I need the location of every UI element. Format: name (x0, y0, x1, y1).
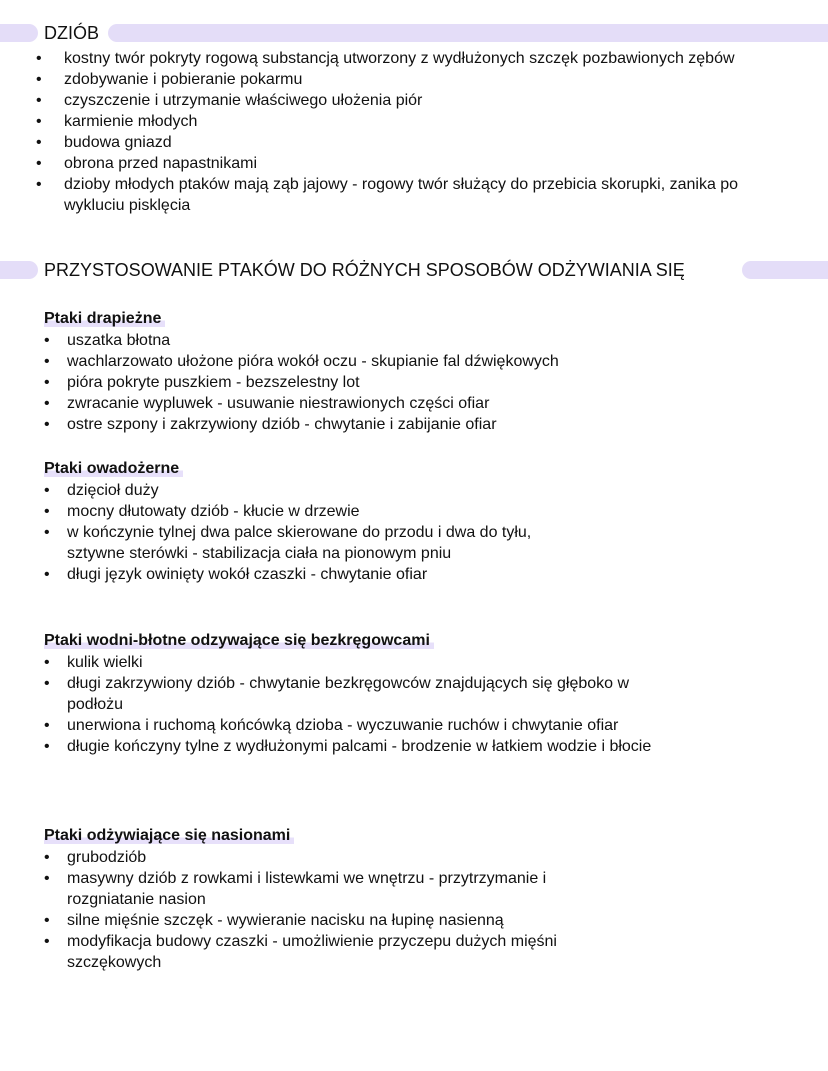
list-item: • zdobywanie i pobieranie pokarmu (36, 69, 776, 90)
beak-list (36, 48, 776, 216)
group-list (44, 330, 744, 435)
list-item: • długi zakrzywiony dziób - chwytanie bezkręgowców znajdujących się głęboko w podłożu (44, 673, 654, 715)
section-heading-beak: DZIÓB (44, 23, 100, 43)
list-item: • karmienie młodych (36, 111, 776, 132)
list-item: • kulik wielki (44, 652, 654, 673)
list-item: • mocny dłutowaty dziób - kłucie w drzewie (44, 501, 534, 522)
group-title: Ptaki wodni-błotne odzywające się bezkręgowcami (44, 631, 434, 651)
list-item: • długie kończyny tylne z wydłużonymi palcami - brodzenie w łatkiem wodzie i błocie (44, 736, 654, 757)
list-item: • unerwiona i ruchomą końcówką dzioba - wyczuwanie ruchów i chwytanie ofiar (44, 715, 654, 736)
list-item: • masywny dziób z rowkami i listewkami we wnętrzu - przytrzymanie i rozgniatanie nasion (44, 868, 634, 910)
list-item: • obrona przed napastnikami (36, 153, 776, 174)
group-title: Ptaki drapieżne (44, 309, 165, 329)
list-item: • dzioby młodych ptaków mają ząb jajowy - rogowy twór służący do przebicia skorupki, zanika po wykluciu pisklęcia (36, 174, 776, 216)
list-item: • dzięcioł duży (44, 480, 534, 501)
list-item: • grubodziób (44, 847, 634, 868)
group-list (44, 847, 634, 973)
list-item: • kostny twór pokryty rogową substancją utworzony z wydłużonych szczęk pozbawionych zębów (36, 48, 776, 69)
list-item: • budowa gniazd (36, 132, 776, 153)
group-title: Ptaki owadożerne (44, 459, 183, 479)
list-item: • zwracanie wypluwek - usuwanie niestrawionych części ofiar (44, 393, 744, 414)
list-item: • uszatka błotna (44, 330, 744, 351)
list-item: • modyfikacja budowy czaszki - umożliwienie przyczepu dużych mięśni szczękowych (44, 931, 634, 973)
group-list (44, 652, 654, 757)
group-list (44, 480, 534, 585)
section-heading-adaptations: PRZYSTOSOWANIE PTAKÓW DO RÓŻNYCH SPOSOBÓW ODŻYWIANIA SIĘ (44, 260, 685, 280)
list-item: • pióra pokryte puszkiem - bezszelestny lot (44, 372, 744, 393)
list-item: • silne mięśnie szczęk - wywieranie nacisku na łupinę nasienną (44, 910, 634, 931)
list-item: • w kończynie tylnej dwa palce skierowane do przodu i dwa do tyłu, sztywne sterówki - stabilizacja ciała na pionowym pniu (44, 522, 534, 564)
list-item: • ostre szpony i zakrzywiony dziób - chwytanie i zabijanie ofiar (44, 414, 744, 435)
list-item: • długi język owinięty wokół czaszki - chwytanie ofiar (44, 564, 534, 585)
group-title: Ptaki odżywiające się nasionami (44, 826, 294, 846)
list-item: • czyszczenie i utrzymanie właściwego ułożenia piór (36, 90, 776, 111)
heading-highlight (0, 24, 828, 42)
list-item: • wachlarzowato ułożone pióra wokół oczu - skupianie fal dźwiękowych (44, 351, 744, 372)
